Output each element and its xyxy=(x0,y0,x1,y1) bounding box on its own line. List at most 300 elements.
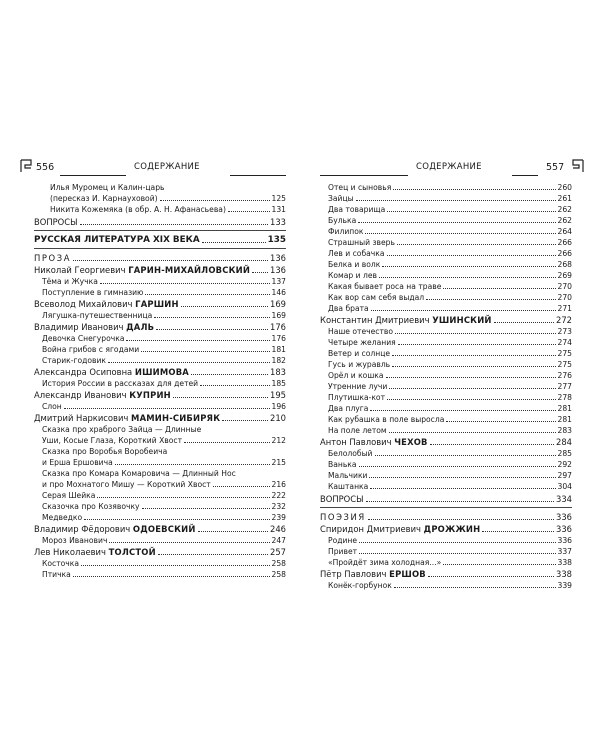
entry-page-number: 274 xyxy=(557,338,572,347)
entry-title: Война грибов с ягодами xyxy=(42,345,140,354)
entry-page-number: 195 xyxy=(270,390,286,400)
dot-leader xyxy=(392,366,555,367)
dot-leader xyxy=(198,531,268,532)
entry-page-number: 239 xyxy=(271,513,286,522)
entry-title: Конёк-горбунок xyxy=(328,581,392,590)
toc-work-entry[interactable] xyxy=(320,470,572,481)
dot-leader xyxy=(393,189,555,190)
entry-page-number: 337 xyxy=(557,547,572,556)
toc-work-entry[interactable] xyxy=(34,490,286,501)
entry-page-number: 169 xyxy=(270,299,286,309)
dot-leader xyxy=(430,444,554,445)
dot-leader xyxy=(200,385,269,386)
entry-page-number: 266 xyxy=(557,249,572,258)
toc-author-entry[interactable] xyxy=(34,321,286,333)
entry-title: Отец и сыновья xyxy=(328,183,392,192)
dot-leader xyxy=(213,486,270,487)
entry-title: Привет xyxy=(328,547,358,556)
entry-page-number: 196 xyxy=(271,402,286,411)
author-given-name: Всеволод Михайлович xyxy=(34,299,133,309)
toc-work-entry[interactable] xyxy=(34,446,286,457)
dot-leader xyxy=(359,553,555,554)
entry-page-number: 210 xyxy=(270,413,286,423)
toc-author-entry[interactable] xyxy=(34,546,286,558)
toc-work-entry[interactable] xyxy=(320,392,572,403)
entry-page-number: 262 xyxy=(557,216,572,225)
toc-work-entry[interactable] xyxy=(320,348,572,359)
dot-leader xyxy=(382,266,555,267)
entry-title: Медведко xyxy=(42,513,83,522)
dot-leader xyxy=(359,542,555,543)
entry-page-number: 278 xyxy=(557,393,572,402)
entry-title: Утренние лучи xyxy=(328,382,388,391)
dot-leader xyxy=(370,488,555,489)
toc-author-entry[interactable] xyxy=(34,366,286,378)
dot-leader xyxy=(64,408,270,409)
entry-page-number: 137 xyxy=(271,277,286,286)
entry-title: Уши, Косые Глаза, Короткий Хвост xyxy=(42,436,183,445)
entry-title: Сказочка про Козявочку xyxy=(42,502,140,511)
entry-page-number: 336 xyxy=(557,536,572,545)
toc-work-entry[interactable] xyxy=(320,281,572,292)
entry-title: и про Мохнатого Мишу — Короткий Хвост xyxy=(42,480,211,489)
toc-work-entry[interactable] xyxy=(34,468,286,479)
toc-section-entry[interactable] xyxy=(34,216,286,228)
entry-title: Плутишка-кот xyxy=(328,393,386,402)
entry-page-number: 136 xyxy=(270,253,286,263)
author-name xyxy=(34,298,179,310)
entry-page-number: 285 xyxy=(557,449,572,458)
section-divider xyxy=(320,507,572,508)
dot-leader xyxy=(184,442,269,443)
toc-work-entry[interactable] xyxy=(320,448,572,459)
dot-leader xyxy=(154,317,269,318)
entry-title: Лягушка-путешественница xyxy=(42,311,153,320)
entry-page-number: 264 xyxy=(557,227,572,236)
dot-leader xyxy=(145,294,269,295)
entry-title: ПОЭЗИЯ xyxy=(320,512,366,522)
entry-title: Два брата xyxy=(328,304,369,313)
toc-work-entry[interactable] xyxy=(34,310,286,321)
author-given-name: Владимир Иванович xyxy=(34,322,124,332)
dot-leader xyxy=(202,242,266,243)
toc-work-entry[interactable] xyxy=(320,359,572,370)
author-name xyxy=(34,523,196,535)
author-surname: ЕРШОВ xyxy=(389,569,426,579)
entry-page-number: 261 xyxy=(557,194,572,203)
dot-leader xyxy=(365,233,555,234)
entry-title: Наше отечество xyxy=(328,327,394,336)
toc-work-entry[interactable] xyxy=(320,226,572,237)
entry-page-number: 270 xyxy=(557,282,572,291)
entry-page-number: 125 xyxy=(271,194,286,203)
dot-leader xyxy=(426,299,555,300)
author-given-name: Николай Георгиевич xyxy=(34,265,126,275)
toc-author-entry[interactable] xyxy=(320,523,572,535)
entry-title: Тёма и Жучка xyxy=(42,277,98,286)
toc-work-entry[interactable] xyxy=(320,204,572,215)
dot-leader xyxy=(368,519,554,520)
toc-work-entry[interactable] xyxy=(320,292,572,303)
entry-page-number: 297 xyxy=(557,471,572,480)
toc-work-entry[interactable] xyxy=(320,370,572,381)
entry-title: и Ерша Ершовича xyxy=(42,458,113,467)
toc-work-entry[interactable] xyxy=(34,401,286,412)
entry-title: Как рубашка в поле выросла xyxy=(328,415,445,424)
author-given-name: Спиридон Дмитриевич xyxy=(320,524,421,534)
author-given-name: Александр Иванович xyxy=(34,390,127,400)
entry-title: ПРОЗА xyxy=(34,253,72,263)
toc-author-entry[interactable] xyxy=(34,298,286,310)
toc-work-entry[interactable] xyxy=(320,303,572,314)
entry-title: «Пройдёт зима холодная...» xyxy=(328,558,442,567)
author-name xyxy=(34,412,220,424)
author-surname: КУПРИН xyxy=(129,390,171,400)
author-given-name: Лев Николаевич xyxy=(34,547,106,557)
entry-title: На поле летом xyxy=(328,426,387,435)
toc-work-entry[interactable] xyxy=(34,435,286,446)
dot-leader xyxy=(392,355,555,356)
dot-leader xyxy=(358,222,555,223)
dot-leader xyxy=(115,464,270,465)
toc-work-entry[interactable] xyxy=(34,182,286,193)
toc-work-entry[interactable] xyxy=(320,248,572,259)
entry-title: ВОПРОСЫ xyxy=(320,494,364,504)
author-name xyxy=(320,314,492,326)
entry-page-number: 146 xyxy=(271,288,286,297)
toc-work-entry[interactable] xyxy=(320,535,572,546)
entry-page-number: 338 xyxy=(557,558,572,567)
header-rule xyxy=(60,175,126,176)
toc-work-entry[interactable] xyxy=(320,337,572,348)
dot-leader xyxy=(141,351,269,352)
entry-page-number: 131 xyxy=(271,205,286,214)
dot-leader xyxy=(482,531,554,532)
entry-page-number: 182 xyxy=(271,356,286,365)
dot-leader xyxy=(356,200,556,201)
page-number: 557 xyxy=(546,162,565,173)
author-surname: ЧЕХОВ xyxy=(394,437,428,447)
author-given-name: Пётр Павлович xyxy=(320,569,387,579)
dot-leader xyxy=(228,211,270,212)
toc-author-entry[interactable] xyxy=(34,264,286,276)
dot-leader xyxy=(389,388,555,389)
entry-page-number: 276 xyxy=(557,371,572,380)
entry-title: Слон xyxy=(42,402,62,411)
dot-leader xyxy=(428,576,554,577)
dot-leader xyxy=(81,565,269,566)
dot-leader xyxy=(494,322,554,323)
toc-work-entry[interactable] xyxy=(320,557,572,568)
entry-page-number: 304 xyxy=(557,482,572,491)
dot-leader xyxy=(394,587,556,588)
toc-work-entry[interactable] xyxy=(320,481,572,492)
entry-title: Ванька xyxy=(328,460,357,469)
entry-page-number: 284 xyxy=(556,437,572,447)
toc-section-entry[interactable] xyxy=(34,252,286,264)
entry-page-number: 334 xyxy=(556,494,572,504)
toc-author-entry[interactable] xyxy=(320,568,572,580)
dot-leader xyxy=(108,362,270,363)
toc-work-entry[interactable] xyxy=(34,535,286,546)
dot-leader xyxy=(386,377,556,378)
header-rule xyxy=(512,175,538,176)
toc-work-entry[interactable] xyxy=(34,558,286,569)
right-page-header xyxy=(320,162,572,180)
entry-page-number: 133 xyxy=(270,217,286,227)
entry-page-number: 271 xyxy=(557,304,572,313)
dot-leader xyxy=(443,288,555,289)
toc-author-entry[interactable] xyxy=(320,436,572,448)
author-given-name: Антон Павлович xyxy=(320,437,392,447)
entry-title: Старик-годовик xyxy=(42,356,106,365)
toc-work-entry[interactable] xyxy=(34,378,286,389)
entry-page-number: 339 xyxy=(557,581,572,590)
entry-title: Филипок xyxy=(328,227,364,236)
toc-work-entry[interactable] xyxy=(34,204,286,215)
dot-leader xyxy=(370,410,555,411)
entry-title: Родине xyxy=(328,536,358,545)
author-given-name: Александра Осиповна xyxy=(34,367,133,377)
entry-page-number: 277 xyxy=(557,382,572,391)
entry-page-number: 338 xyxy=(556,569,572,579)
toc-work-entry[interactable] xyxy=(320,259,572,270)
toc-work-entry[interactable] xyxy=(320,580,572,591)
toc-author-entry[interactable] xyxy=(34,389,286,401)
entry-page-number: 216 xyxy=(271,480,286,489)
author-name xyxy=(34,366,189,378)
entry-title: (пересказ И. Карнауховой) xyxy=(50,194,158,203)
toc-section-entry[interactable] xyxy=(320,511,572,523)
dot-leader xyxy=(387,399,555,400)
entry-page-number: 258 xyxy=(271,559,286,568)
toc-work-entry[interactable] xyxy=(34,344,286,355)
entry-title: Орёл и кошка xyxy=(328,371,384,380)
dot-leader xyxy=(84,519,269,520)
entry-title: Никита Кожемяка (в обр. А. Н. Афанасьева) xyxy=(50,205,226,214)
dot-leader xyxy=(375,455,556,456)
entry-title: Илья Муромец и Калин-царь xyxy=(50,183,165,192)
dot-leader xyxy=(181,306,268,307)
entry-page-number: 275 xyxy=(557,349,572,358)
entry-page-number: 283 xyxy=(557,426,572,435)
dot-leader xyxy=(369,477,555,478)
dot-leader xyxy=(371,310,556,311)
toc-work-entry[interactable] xyxy=(34,287,286,298)
toc-work-entry[interactable] xyxy=(34,479,286,490)
dot-leader xyxy=(191,374,268,375)
toc-work-entry[interactable] xyxy=(34,276,286,287)
dot-leader xyxy=(252,272,268,273)
entry-title: Два товарища xyxy=(328,205,386,214)
entry-title: РУССКАЯ ЛИТЕРАТУРА XIX ВЕКА xyxy=(34,235,200,245)
author-surname: ОДОЕВСКИЙ xyxy=(132,524,196,534)
dot-leader xyxy=(379,277,555,278)
entry-title: Мальчики xyxy=(328,471,368,480)
entry-title: Сказка про Комара Комаровича — Длинный Нос xyxy=(42,469,236,478)
entry-title: Какая бывает роса на траве xyxy=(328,282,442,291)
toc-list xyxy=(34,182,286,580)
toc-work-entry[interactable] xyxy=(34,424,286,435)
header-ornament-icon xyxy=(572,159,584,173)
header-title: СОДЕРЖАНИЕ xyxy=(134,162,200,172)
toc-section-entry[interactable] xyxy=(34,234,286,246)
toc-work-entry[interactable] xyxy=(320,425,572,436)
header-title: СОДЕРЖАНИЕ xyxy=(416,162,482,172)
author-surname: ТОЛСТОЙ xyxy=(108,547,156,557)
author-given-name: Дмитрий Наркисович xyxy=(34,413,129,423)
dot-leader xyxy=(397,244,556,245)
dot-leader xyxy=(100,283,270,284)
entry-title: Булька xyxy=(328,216,357,225)
author-name xyxy=(320,436,428,448)
toc-work-entry[interactable] xyxy=(34,457,286,468)
entry-page-number: 258 xyxy=(271,570,286,579)
entry-page-number: 181 xyxy=(271,345,286,354)
toc-work-entry[interactable] xyxy=(320,459,572,470)
entry-title: Белолобый xyxy=(328,449,373,458)
entry-page-number: 336 xyxy=(556,524,572,534)
entry-page-number: 281 xyxy=(557,404,572,413)
author-surname: ИШИМОВА xyxy=(134,367,189,377)
dot-leader xyxy=(389,432,556,433)
left-page xyxy=(34,162,286,580)
dot-leader xyxy=(97,497,269,498)
entry-title: История России в рассказах для детей xyxy=(42,379,199,388)
author-name xyxy=(320,523,480,535)
entry-page-number: 272 xyxy=(556,315,572,325)
dot-leader xyxy=(158,554,268,555)
dot-leader xyxy=(156,329,268,330)
section-divider xyxy=(34,248,286,249)
author-name xyxy=(34,264,250,276)
entry-title: Каштанка xyxy=(328,482,369,491)
dot-leader xyxy=(109,542,269,543)
dot-leader xyxy=(359,466,556,467)
dot-leader xyxy=(142,508,270,509)
entry-title: Комар и лев xyxy=(328,271,378,280)
page-number: 556 xyxy=(36,162,55,173)
entry-title: Сказка про Воробья Воробеича xyxy=(42,447,168,456)
entry-page-number: 169 xyxy=(271,311,286,320)
entry-page-number: 176 xyxy=(271,334,286,343)
toc-work-entry[interactable] xyxy=(320,403,572,414)
entry-page-number: 336 xyxy=(556,512,572,522)
dot-leader xyxy=(395,333,555,334)
dot-leader xyxy=(387,255,556,256)
dot-leader xyxy=(366,501,554,502)
dot-leader xyxy=(446,421,555,422)
toc-work-entry[interactable] xyxy=(320,414,572,425)
entry-page-number: 183 xyxy=(270,367,286,377)
author-surname: ГАРИН-МИХАЙЛОВСКИЙ xyxy=(128,265,251,275)
toc-work-entry[interactable] xyxy=(320,381,572,392)
author-surname: УШИНСКИЙ xyxy=(432,315,492,325)
dot-leader xyxy=(387,211,555,212)
author-name xyxy=(34,389,171,401)
dot-leader xyxy=(80,224,268,225)
toc-work-entry[interactable] xyxy=(320,215,572,226)
header-rule xyxy=(230,175,286,176)
toc-work-entry[interactable] xyxy=(320,326,572,337)
entry-page-number: 266 xyxy=(557,238,572,247)
toc-work-entry[interactable] xyxy=(320,193,572,204)
entry-title: Зайцы xyxy=(328,194,354,203)
toc-work-entry[interactable] xyxy=(320,237,572,248)
entry-title: Лев и собачка xyxy=(328,249,385,258)
entry-page-number: 257 xyxy=(270,547,286,557)
entry-page-number: 247 xyxy=(271,536,286,545)
header-ornament-icon xyxy=(20,159,32,173)
entry-page-number: 281 xyxy=(557,415,572,424)
entry-page-number: 212 xyxy=(271,436,286,445)
left-page-header xyxy=(34,162,286,180)
entry-title: Четыре желания xyxy=(328,338,396,347)
dot-leader xyxy=(222,420,268,421)
toc-work-entry[interactable] xyxy=(34,569,286,580)
toc-work-entry[interactable] xyxy=(34,512,286,523)
toc-work-entry[interactable] xyxy=(34,193,286,204)
entry-page-number: 185 xyxy=(271,379,286,388)
entry-title: Белка и волк xyxy=(328,260,381,269)
entry-page-number: 268 xyxy=(557,260,572,269)
entry-title: ВОПРОСЫ xyxy=(34,217,78,227)
toc-work-entry[interactable] xyxy=(34,501,286,512)
entry-title: Косточка xyxy=(42,559,80,568)
author-name xyxy=(34,546,156,558)
header-rule xyxy=(320,175,408,176)
dot-leader xyxy=(73,576,270,577)
author-name xyxy=(320,568,426,580)
entry-page-number: 292 xyxy=(557,460,572,469)
toc-list xyxy=(320,182,572,591)
entry-title: Мороз Иванович xyxy=(42,536,108,545)
entry-page-number: 273 xyxy=(557,327,572,336)
entry-title: Серая Шейка xyxy=(42,491,96,500)
toc-work-entry[interactable] xyxy=(34,333,286,344)
section-divider xyxy=(34,230,286,231)
dot-leader xyxy=(173,397,268,398)
entry-page-number: 262 xyxy=(557,205,572,214)
toc-section-entry[interactable] xyxy=(320,493,572,505)
entry-page-number: 176 xyxy=(270,322,286,332)
dot-leader xyxy=(443,564,555,565)
entry-page-number: 270 xyxy=(557,293,572,302)
toc-work-entry[interactable] xyxy=(320,270,572,281)
dot-leader xyxy=(73,260,268,261)
right-page xyxy=(320,162,572,591)
toc-work-entry[interactable] xyxy=(320,182,572,193)
entry-page-number: 246 xyxy=(270,524,286,534)
entry-page-number: 135 xyxy=(267,235,286,245)
author-given-name: Владимир Фёдорович xyxy=(34,524,131,534)
entry-title: Страшный зверь xyxy=(328,238,395,247)
toc-work-entry[interactable] xyxy=(320,546,572,557)
entry-page-number: 222 xyxy=(271,491,286,500)
entry-page-number: 232 xyxy=(271,502,286,511)
toc-author-entry[interactable] xyxy=(320,314,572,326)
entry-title: Девочка Снегурочка xyxy=(42,334,125,343)
toc-work-entry[interactable] xyxy=(34,355,286,366)
entry-page-number: 136 xyxy=(270,265,286,275)
author-surname: ДАЛЬ xyxy=(126,322,155,332)
toc-author-entry[interactable] xyxy=(34,523,286,535)
author-surname: ГАРШИН xyxy=(135,299,179,309)
author-surname: МАМИН-СИБИРЯК xyxy=(131,413,221,423)
entry-title: Сказка про храброго Зайца — Длинные xyxy=(42,425,202,434)
entry-page-number: 215 xyxy=(271,458,286,467)
toc-author-entry[interactable] xyxy=(34,412,286,424)
